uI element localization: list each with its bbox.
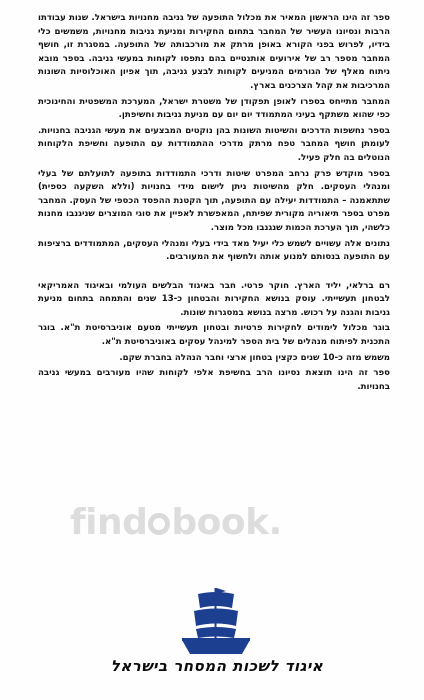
- watermark: [70, 502, 282, 543]
- publisher-name: איגוד לשכות המסחר בישראל: [110, 657, 324, 675]
- paragraph-data-tools: נתונים אלה עשויים לשמש כלי יעיל מאד בידי בעלי ומנהלי העסקים, המתמודדים ברציפות עם התופעה בנסותם למנוע אותה ולחשוף את המעורבים.: [38, 238, 390, 263]
- author-education: בוגר מכלול לימודים לחקירות פרטיות ובטחון תעשייתי מטעם אוניברסיטת ת"א. בוגר התכנית לפיתוח מנהלים של בית הספר למינהל עסקים באוניברסיטת ת"א.: [38, 323, 390, 348]
- paragraph-coping: בספר מוקדש פרק נרחב המפרט שיטות ודרכי התמודדות בתופעה לתועלתם של בעלי ומנהלי העסקים. חלק מהשיטות ניתן לישום מידי בחנויות (וללא השקעה כספית) שתתאמנה – התמודדות יעילה עם התופעה, תוך הקטנת ההפסד הכספי של העסק. המחבר מפרט בספר תיאוריה מקורית שפיתח, המאפשרת לאפיין את סוגי המוצרים שניגנבו מחנות כלשהי, תוך הערכת הכמות שנגנבו מכל מוצר.: [38, 168, 390, 233]
- circle-icon: [148, 513, 170, 535]
- back-cover-text: [38, 12, 390, 394]
- ship-icon: [176, 586, 256, 662]
- paragraph-authorities: המחבר מתייחס בספרו לאופן תפקודן של משטרת ישראל, המערכת המשפטית והחינוכית כפי שהוא משתקף בעיני המתמודד יום יום עם מניעת גניבות וחשיפתן.: [38, 96, 390, 121]
- book-summary: ספר זה הינו תוצאת נסיונו הרב בחשיפת אלפי לקוחות שהיו מעורבים במעשי גניבה בחנויות.: [38, 368, 390, 392]
- watermark-text-right: book.: [171, 502, 282, 543]
- author-position: משמש מזה כ-10 שנים כקצין בטחון ארצי וחבר הנהלה בחברת שקם.: [119, 352, 390, 363]
- watermark-text-left: find: [70, 502, 148, 543]
- paragraph-intro: ספר זה הינו הראשון המאיר את מכלול התופעה של גניבה מחנויות בישראל. שנות עבודתו הרבות ונסיונו העשיר של המחבר בתחום החקירות ומניעת גניבות מחנויות, משמשים כלי בידיו, לפרוש בפני הקורא באופן מרתק את מורכבותה של התופעה. במסגרת זו, חושף המחבר מספר רב של אירועים אותנטיים בהם נתפסו לקוחות במעשי גניבה. בספר מובא ניתוח מאלף של הגורמים המניעים לקוחות לבצע גניבה, תוך אפיון האוכלוסיות השונות המרכיבות את קהל הצרכנים בארץ.: [38, 13, 390, 91]
- author-bio: רם ברלאי, יליד הארץ. חוקר פרטי. חבר באיגוד הבלשים העולמי ובאיגוד האמריקאי לבטחון תעשייתי. עוסק בנושא החקירות והבטחון כ-13 שנים והתמחה בתחום מניעת גניבות והגנה על רכוש. מרצה בנושא במסגרות שונות.: [38, 280, 390, 318]
- paragraph-methods: בספר נחשפות הדרכים והשיטות השונות בהן נוקטים המבצעים את מעשי הגניבה בחנויות. לעומתן חושף המחבר טפח מרתק מדרכי ההתמודדות עם התופעה וחשיפת הלקוחות הנוטלים בה חלק פעיל.: [38, 125, 390, 163]
